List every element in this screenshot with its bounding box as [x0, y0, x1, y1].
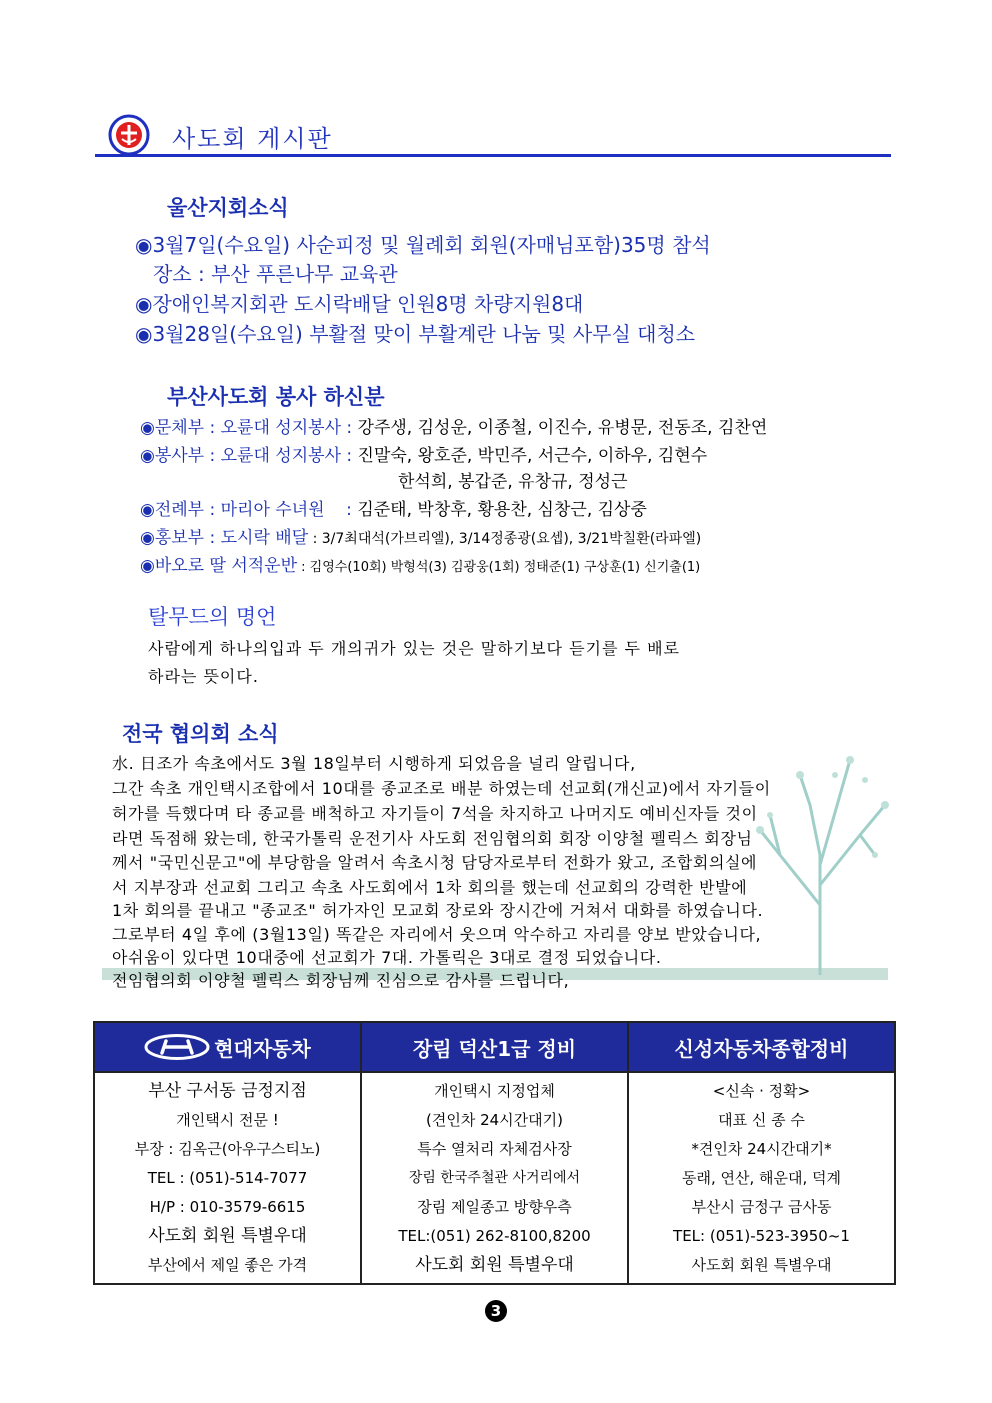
busan-section-title: 부산사도회 봉사 하신분: [167, 385, 385, 409]
ad-line: 부산시 금정구 금사동: [691, 1198, 832, 1216]
volunteer-row: [140, 523, 701, 548]
ad-line: *견인차 24시간대기*: [691, 1140, 832, 1158]
ad-header: 장림 덕산1급 정비: [362, 1023, 627, 1073]
ad-line: (견인차 24시간대기): [426, 1111, 563, 1129]
volunteer-label: ◉전례부 : 마리아 수녀원 :: [140, 500, 352, 520]
ulsan-item: 장소 : 부산 푸른나무 교육관: [153, 262, 398, 286]
page-number: 3: [485, 1300, 507, 1322]
talmud-line: 하라는 뜻이다.: [148, 667, 259, 686]
catholic-emblem-icon: [108, 114, 150, 156]
hyundai-logo-icon: [144, 1034, 210, 1060]
ad-line: 개인택시 지정업체: [434, 1082, 555, 1100]
national-line: 전임협의회 이양철 펠릭스 회장님께 진심으로 감사를 드립니다,: [112, 971, 570, 990]
national-section-title: 전국 협의회 소식: [122, 722, 279, 746]
ad-header-text: 현대자동차: [214, 1036, 311, 1061]
national-line: 아쉬움이 있다면 10대중에 선교회가 7대. 가톨릭은 3대로 결정 되었습니다.: [112, 948, 662, 967]
ad-line: 부산에서 제일 좋은 가격: [147, 1256, 308, 1274]
volunteer-row: [140, 441, 707, 466]
volunteer-label: ◉봉사부 : 오륜대 성지봉사 :: [140, 446, 353, 466]
ad-line: 개인택시 전문 !: [176, 1111, 279, 1129]
talmud-line: 사람에게 하나의입과 두 개의귀가 있는 것은 말하기보다 듣기를 두 배로: [148, 639, 680, 658]
ulsan-item: ◉장애인복지회관 도시락배달 인원8명 차량지원8대: [135, 292, 584, 316]
volunteer-row: [398, 467, 628, 492]
volunteer-row: [140, 495, 647, 520]
national-line: 水. 日조가 속초에서도 3월 18일부터 시행하게 되었음을 널리 알립니다,: [112, 754, 636, 773]
ad-sinseong: [629, 1023, 894, 1283]
national-line: 그간 속초 개인택시조합에서 10대를 종교조로 배분 하였는데 선교회(개신교)에서 자기들이: [112, 779, 771, 798]
ad-line: 부장 : 김옥근(아우구스티노): [134, 1140, 321, 1158]
talmud-title: 탈무드의 명언: [148, 605, 277, 629]
ad-line: 동래, 연산, 해운대, 덕계: [681, 1169, 842, 1187]
volunteer-names: 김준태, 박창후, 황용찬, 심창근, 김상중: [357, 500, 647, 520]
volunteer-names: 진말숙, 왕호준, 박민주, 서근수, 이하우, 김현수: [357, 446, 708, 466]
volunteer-names: : 3/7최대석(가브리엘), 3/14정종광(요셉), 3/21박칠환(라파엘): [308, 531, 702, 547]
header-divider: [95, 154, 891, 157]
volunteer-label: ◉문체부 : 오륜대 성지봉사 :: [140, 418, 353, 438]
national-line: 1차 회의를 끝내고 "종교조" 허가자인 모교회 장로와 장시간에 거쳐서 대화를 하였습니다.: [112, 901, 764, 920]
ad-line: 장림 한국주철관 사거리에서: [408, 1170, 581, 1186]
ulsan-item: ◉3월28일(수요일) 부활절 맞이 부활계란 나눔 및 사무실 대청소: [135, 322, 696, 346]
ad-line: 장림 제일종고 방향우측: [417, 1198, 572, 1216]
volunteer-names: 한석희, 봉갑준, 유창규, 정성근: [398, 472, 628, 492]
ad-header: [95, 1023, 360, 1073]
ad-line: 사도회 회원 특별우대: [691, 1256, 832, 1274]
ad-header: 신성자동차종합정비: [629, 1023, 894, 1073]
ad-line: 대표 신 종 수: [718, 1111, 805, 1129]
sponsor-ads-table: [93, 1021, 896, 1285]
volunteer-names: 강주생, 김성운, 이종철, 이진수, 유병문, 전동조, 김찬연: [357, 418, 768, 438]
national-line: 께서 "국민신문고"에 부당함을 알려서 속초시청 담당자로부터 전화가 왔고, 조합회의실에: [112, 853, 758, 872]
volunteer-label: ◉홍보부 : 도시락 배달: [140, 528, 309, 548]
ulsan-section-title: 울산지회소식: [167, 196, 289, 220]
ad-line: 부산 구서동 금정지점: [148, 1081, 307, 1101]
ad-hyundai: [95, 1023, 362, 1283]
ad-line: 사도회 회원 특별우대: [415, 1255, 574, 1275]
national-line: 서 지부장과 선교회 그리고 속초 사도회에서 1차 회의를 했는데 선교회의 강력한 반발에: [112, 878, 748, 897]
national-line: 라면 독점해 왔는데, 한국가톨릭 운전기사 사도회 전임협의회 회장 이양철 펠릭스 회장님: [112, 829, 753, 848]
ad-line: TEL : (051)-514-7077: [147, 1169, 308, 1187]
ad-line: H/P : 010-3579-6615: [149, 1198, 306, 1216]
volunteer-label: ◉바오로 딸 서적운반: [140, 556, 298, 576]
volunteer-row: [140, 413, 767, 438]
national-line: 허가를 득했다며 타 종교를 배척하고 자기들이 7석을 차지하고 나머지도 예비신자들 것이: [112, 804, 758, 823]
ulsan-item: ◉3월7일(수요일) 사순피정 및 월례회 회원(자매님포함)35명 참석: [135, 233, 711, 257]
board-title: 사도회 게시판: [172, 125, 333, 153]
decorative-tree-illustration: [740, 735, 900, 975]
ad-line: 사도회 회원 특별우대: [148, 1226, 307, 1246]
volunteer-names: : 김영수(10회) 박형석(3) 김광웅(1회) 정태준(1) 구상훈(1) 신기출(1): [297, 560, 701, 575]
ad-line: 특수 열처리 자체검사장: [417, 1140, 572, 1158]
ad-line: TEL:(051) 262-8100,8200: [398, 1227, 591, 1245]
ad-line: TEL: (051)-523-3950~1: [673, 1227, 850, 1245]
ad-line: <신속 · 정확>: [712, 1082, 811, 1100]
ad-jangrim-deoksan: [362, 1023, 629, 1283]
volunteer-row: [140, 551, 700, 576]
national-line: 그로부터 4일 후에 (3월13일) 똑같은 자리에서 웃으며 악수하고 자리를 양보 받았습니다,: [112, 925, 762, 944]
